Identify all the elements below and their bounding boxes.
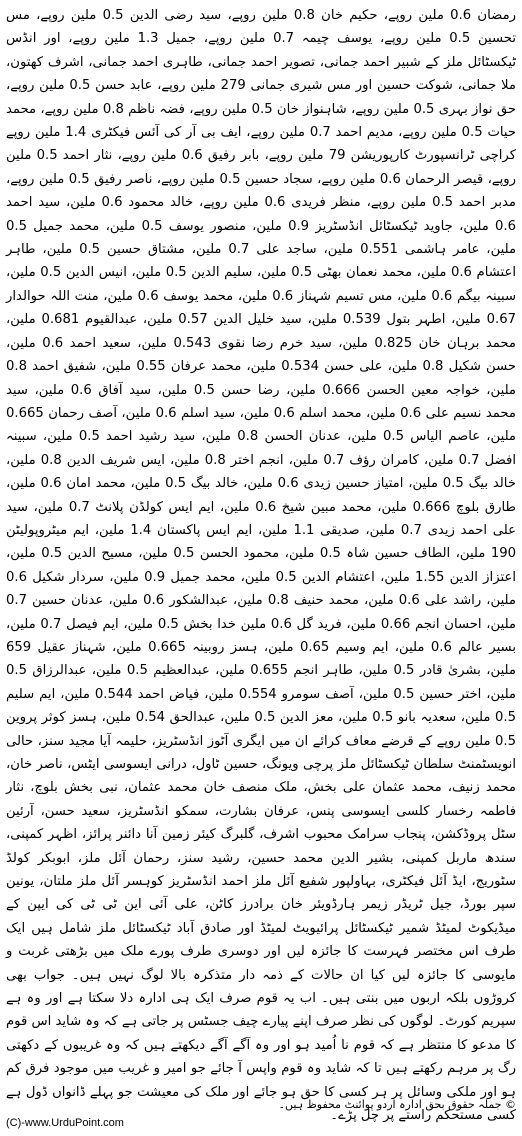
footer: [6, 1097, 516, 1133]
copyright-notice: © جملہ حقوق بحق ادارہ اردو پوائنٹ محفوظ ہیں۔: [278, 1098, 516, 1111]
site-watermark: (C)-www.UrduPoint.com: [6, 1117, 124, 1129]
article-body: رمضان 0.6 ملین روپے، حکیم خان 0.8 ملین روپے، سید رضی الدین 0.5 ملین روپے، مس تحسین 0.5 ملین روپے، یوسف چیمہ 0.7 ملین روپے، جمیل 1.3 ملین روپے، اور انڈس ٹیکسٹائل ملز کے شبیر احمد جمانی، تصویر احمد جمانی، طاہری احمد جمانی، اشرف کھتون، ملا جمانی، شوکت حسین اور مس شیری جمانی 279 ملین روپے، عابد حسن 0.5 ملین روپے، حق نواز بہری 0.5 ملین روپے، شاہنواز خان 0.5 ملین روپے، فضہ ناظم 0.8 ملین روپے، محمد حیات 0.5 ملین روپے، مدیم احمد 0.7 ملین روپے، ایف بی آر کی آئس فیکٹری 1.4 ملین روپے کراچی ٹرانسپورٹ کارپوریشن 79 ملین روپے، بابر رفیق 0.6 ملین روپے، نثار احمد 0.5 ملین روپے، قیصر الرحمان 0.6 ملین روپے، سجاد حسین 0.5 ملین روپے، ناصر رفیق 0.5 ملین روپے، مدبر احمد 0.5 ملین روپے، منظر فریدی 0.6 ملین روپے، خالد محمود 0.6 ملین، سید احمد 0.6 ملین، جاوید ٹیکسٹائل انڈسٹریز 0.9 ملین، منصور یوسف 0.5 ملین، محمد جمیل 0.5 ملین، عامر ہاشمی 0.551 ملین، ساجد علی 0.7 ملین، مشتاق حسین 0.5 ملین، طاہر اعتشام 0.6 ملین، محمد نعمان بھٹی 0.5 ملین، سلیم الدین 0.5 ملین، انیس الدین 0.5 ملین، سبینہ بیگم 0.6 ملین، مس تسیم شہناز 0.6 ملین، محمد یوسف 0.6 ملین، منت اللہ حوالدار 0.67 ملین، اطہر بتول 0.539 ملین، سید خلیل الدین 0.57 ملین، عبدالقیوم 0.681 ملین، محمد برہان خان 0.825 ملین، سید خرم رضا نقوی 0.543 ملین، سعید احمد 0.6 ملین، حسن شکیل 0.8 ملین، علی حسن 0.534 ملین، محمد عرفان 0.55 ملین، شفیق احمد 0.8 ملین، خواجہ معین الحسن 0.666 ملین، رضا حسن 0.5 ملین، سید آفاق 0.6 ملین، سید محمد نسیم علی 0.6 ملین، محمد اسلم 0.6 ملین، سید اسلم 0.6 ملین، آصف رحمان 0.665 ملین، عاصم الیاس 0.5 ملین، عدنان الحسن 0.8 ملین، سید رشید احمد 0.5 ملین، سبینہ افضل 0.7 ملین، کامران رؤف 0.7 ملین، انجم اختر 0.8 ملین، ایس شریف الدین 0.8 ملین، خالد بیگ 0.5 ملین، امتیاز حسین زیدی 0.6 ملین، خالد بیگ 0.5 ملین، محمد امان 0.6 ملین، طارق بلوچ 0.666 ملین، محمد مبین شیخ 0.6 ملین، ایم ایس کولڈن پلانٹ 0.7 ملین، سید علی احمد زیدی 0.7 ملین، صدیقی 1.1 ملین، ایم ایس پاکستان 1.4 ملین، ایم میٹروپولیٹن 190 ملین، الطاف حسین شاہ 0.5 ملین، محمود الحسن 0.5 ملین، مسیح الدین 0.5 ملین، اعتزاز الدین 1.55 ملین، اعتشام الدین 0.5 ملین، محمد جمیل 0.9 ملین، سردار شکیل 0.6 ملین، راشد علی 0.6 ملین، محمد حنیف 0.8 ملین، عبدالشکور 0.6 ملین، عدنان حسین 0.7 ملین، احسان انجم 0.66 ملین، فرید گل 0.6 ملین خدا بخش 0.5 ملین، ایم فیصل 0.7 ملین، بسیر عالم 0.6 ملین، ایم وسیم 0.65 ملین، ہسز روبینہ 0.665 ملین، شہناز عقیل 659 ملین، بشریٰ قادر 0.5 ملین، طاہر انجم 0.655 ملین، عبدالعظیم 0.5 ملین، عبدالرزاق 0.5 ملین، اختر حسین 0.5 ملین، آصف سومرو 0.554 ملین، فیاض احمد 0.544 ملین، ایم سلیم 0.5 ملین، سعدیہ بانو 0.5 ملین، معز الدین 0.5 ملین، عبدالحق 0.54 ملین، ہسز کوثر پروین 0.5 ملین روپے کے قرضے معاف کرائے ان میں ایگری آٹوز انڈسٹریز، حلیمہ آیا مجید سنز، حالی انویسٹمنٹ سلطان ٹیکسٹائل ملز پرچی ویونگ، حسین ٹاول، درانی ایسوسی ایٹس، ناصر خان، محمد زنیف، محمد عثمان علی بخش، ملک منصف خان محمد عثمان، نبی بخش بلوچ، نثار فاطمہ رخسار کلسی ایسوسی پنس، عرفان بشارت، سمکو انڈسٹریز، سعید حسن، آرئین سٹل پروڈکشن، پنجاب سرامک محبوب اشرف، گلبرگ کیئر زمین آنا دائنر پرائز، اظہر کمپنی، سندھ ماربل کمپنی، بشیر الدین محمد حسین، رشید سنز، رحمان آئل ملز، ابوبکر کولڈ سٹوریج، ایڈ آئل فیکٹری، بہاولپور شفیع آئل ملز احمد انڈسٹریز کوہسر آئل ملز ملتان، یونین سپر بورڈ، جیل ٹریڈر زیمر ہارڈویئر خان برادرز کاٹن، علی آئی این ٹی ٹی کی ایپن کے میڈیکوٹ لمیٹڈ شمیر ٹیکسٹائل پرائیویٹ لمیٹڈ اور صادق آباد ٹیکسٹائل ملز شامل ہیں ایک طرف اس مختصر فہرست کا جائزہ لیں اور دوسری طرف پورے ملک میں بڑھتی غربت و مایوسی کا جائزہ لیں کیا ان حالات کے ذمہ دار متذکرہ بالا لوگ نہیں ہیں۔ جواب بھی کروڑوں بلکہ اربوں میں بنتی ہیں۔ اب یہ قوم صرف ایک ہی ادارہ دلا سکتا ہے اور وہ ہے سپریم کورٹ۔ لوگوں کی نظر صرف اپنے پیارے چیف جسٹس پر جاتی ہے کہ وہ شاید اس قوم کا مدعو کا منتظر ہے کہ قوم نا اُمید ہو اور وہ آگے آگے دیکھتے ہیں کہ وہ غریبوں کے دکھتی رگ پر مرہم رکھتے ہیں تا کہ شاید وہ قوم واپس آ جائے جو امیر و غریب میں موجود فرق کم ہو اور ملکی وسائل پر ہر کسی کا حق ہو جائے اور ملک کی معیشت جو پہلے ڈانواں ڈول ہے کسی مستحکم راستے پر چل پڑے۔: [6, 8, 517, 1124]
